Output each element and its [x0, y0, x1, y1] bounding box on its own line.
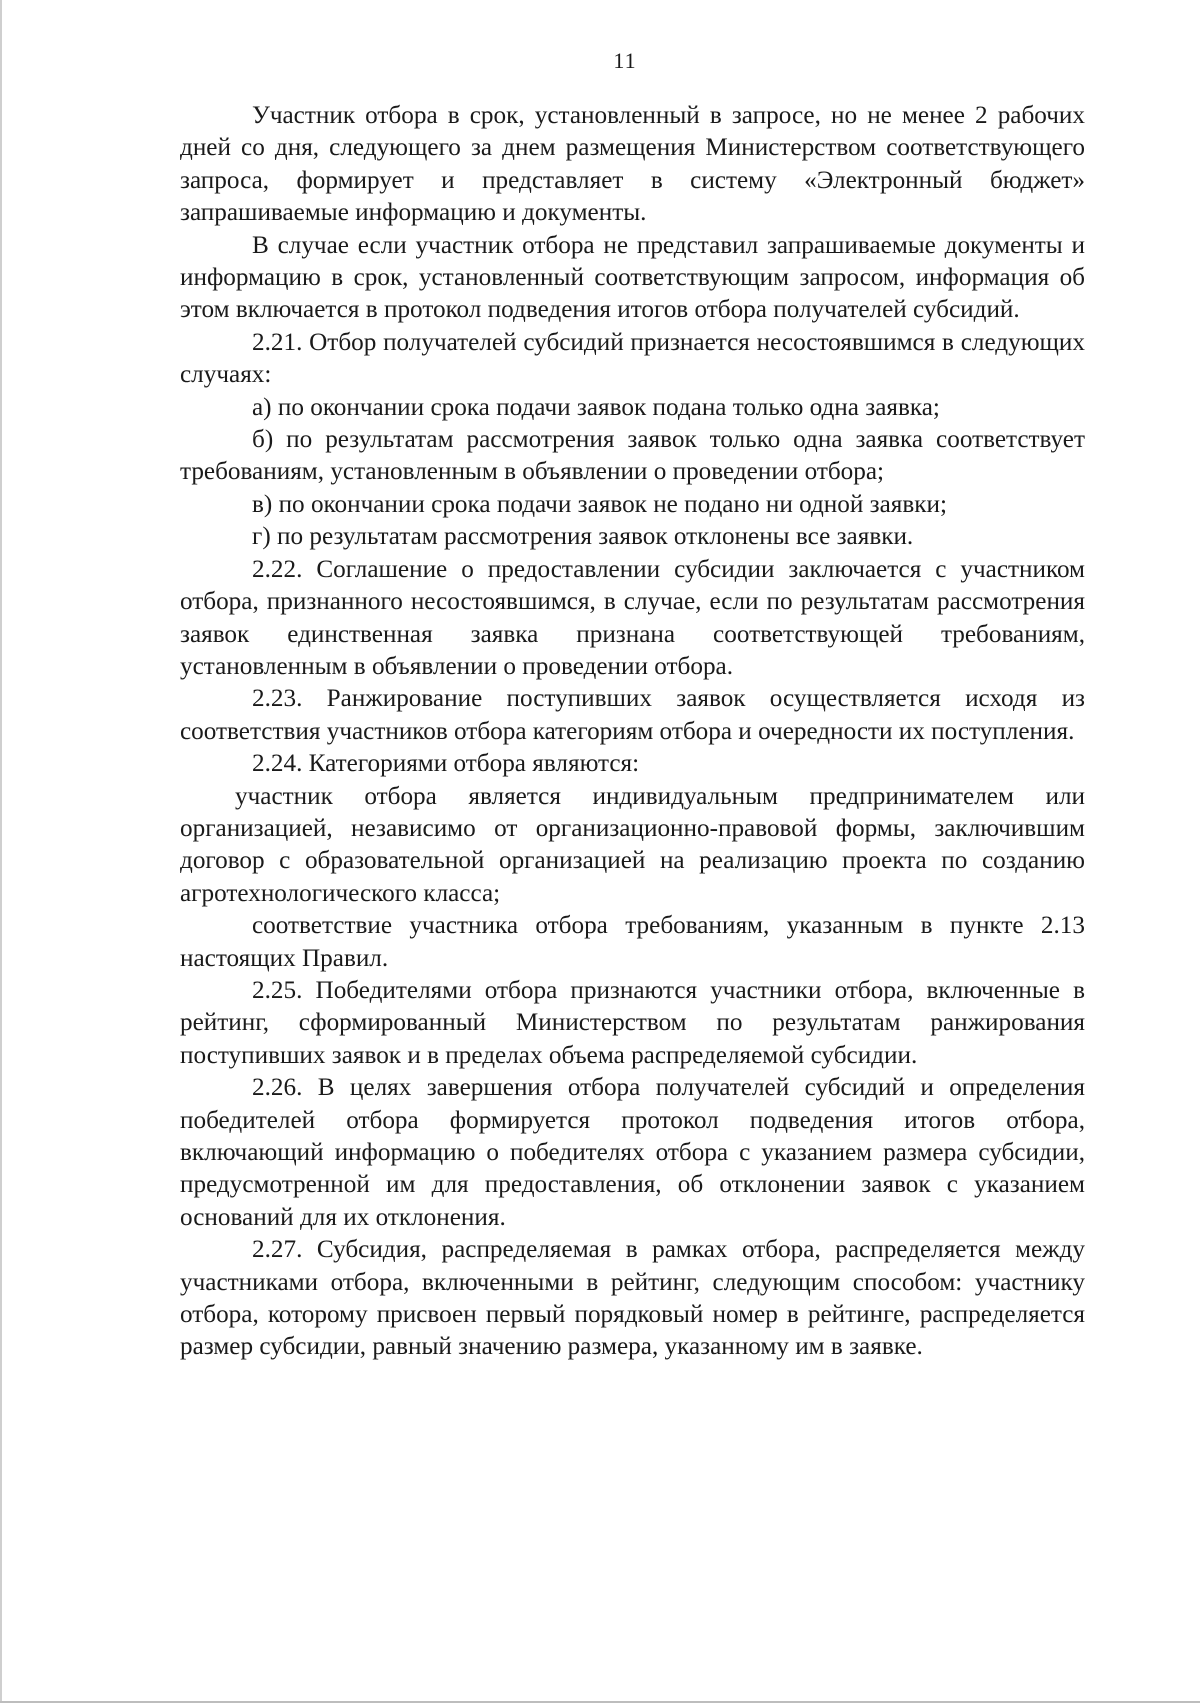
- list-item: б) по результатам рассмотрения заявок только одна заявка соответствует требованиям, установленным в объявлении о проведении отбора;: [180, 426, 1085, 486]
- paragraph: 2.26. В целях завершения отбора получателей субсидий и определения победителей отбора формируется протокол подведения итогов отбора, включающий информацию о победителях отбора с указанием размера субсидии, предусмотренной им для предоставления, об отклонении заявок с указанием оснований для их отклонения.: [180, 1074, 1085, 1231]
- page-number: 11: [613, 48, 637, 73]
- document-body: [180, 100, 1085, 1364]
- paragraph: 2.27. Субсидия, распределяемая в рамках отбора, распределяется между участниками отбора, включенными в рейтинг, следующим способом: участнику отбора, которому присвоен первый порядковый номер в рейтинге, распределяется размер субсидии, равный значению размера, указанному им в заявке.: [180, 1236, 1085, 1361]
- paragraph: В случае если участник отбора не представил запрашиваемые документы и информацию в срок, установленный соответствующим запросом, информация об этом включается в протокол подведения итогов отбора получателей субсидий.: [180, 231, 1085, 324]
- scan-edge-line: [0, 0, 2, 1703]
- list-item: а) по окончании срока подачи заявок подана только одна заявка;: [252, 393, 940, 421]
- list-item: соответствие участника отбора требованиям, указанным в пункте 2.13 настоящих Правил.: [180, 912, 1085, 972]
- list-item: г) по результатам рассмотрения заявок отклонены все заявки.: [252, 523, 914, 551]
- paragraph: Участник отбора в срок, установленный в запросе, но не менее 2 рабочих дней со дня, следующего за днем размещения Министерством соответствующего запроса, формирует и представляет в систему «Электронный бюджет» запрашиваемые информацию и документы.: [180, 102, 1085, 227]
- list-item: участник отбора является индивидуальным предпринимателем или организацией, независимо от организационно-правовой формы, заключившим договор с образовательной организацией на реализацию проекта по созданию агротехнологического класса;: [180, 782, 1085, 907]
- paragraph: 2.23. Ранжирование поступивших заявок осуществляется исходя из соответствия участников отбора категориям отбора и очередности их поступления.: [180, 685, 1085, 745]
- paragraph: 2.24. Категориями отбора являются:: [252, 750, 640, 778]
- paragraph: 2.22. Соглашение о предоставлении субсидии заключается с участником отбора, признанного несостоявшимся, в случае, если по результатам рассмотрения заявок единственная заявка признана соответствующей требованиям, установленным в объявлении о проведении отбора.: [180, 555, 1085, 680]
- paragraph: 2.21. Отбор получателей субсидий признается несостоявшимся в следующих случаях:: [180, 328, 1085, 389]
- paragraph: 2.25. Победителями отбора признаются участники отбора, включенные в рейтинг, сформированный Министерством по результатам ранжирования поступивших заявок и в пределах объема распределяемой субсидии.: [180, 976, 1085, 1069]
- list-item: в) по окончании срока подачи заявок не подано ни одной заявки;: [252, 490, 947, 518]
